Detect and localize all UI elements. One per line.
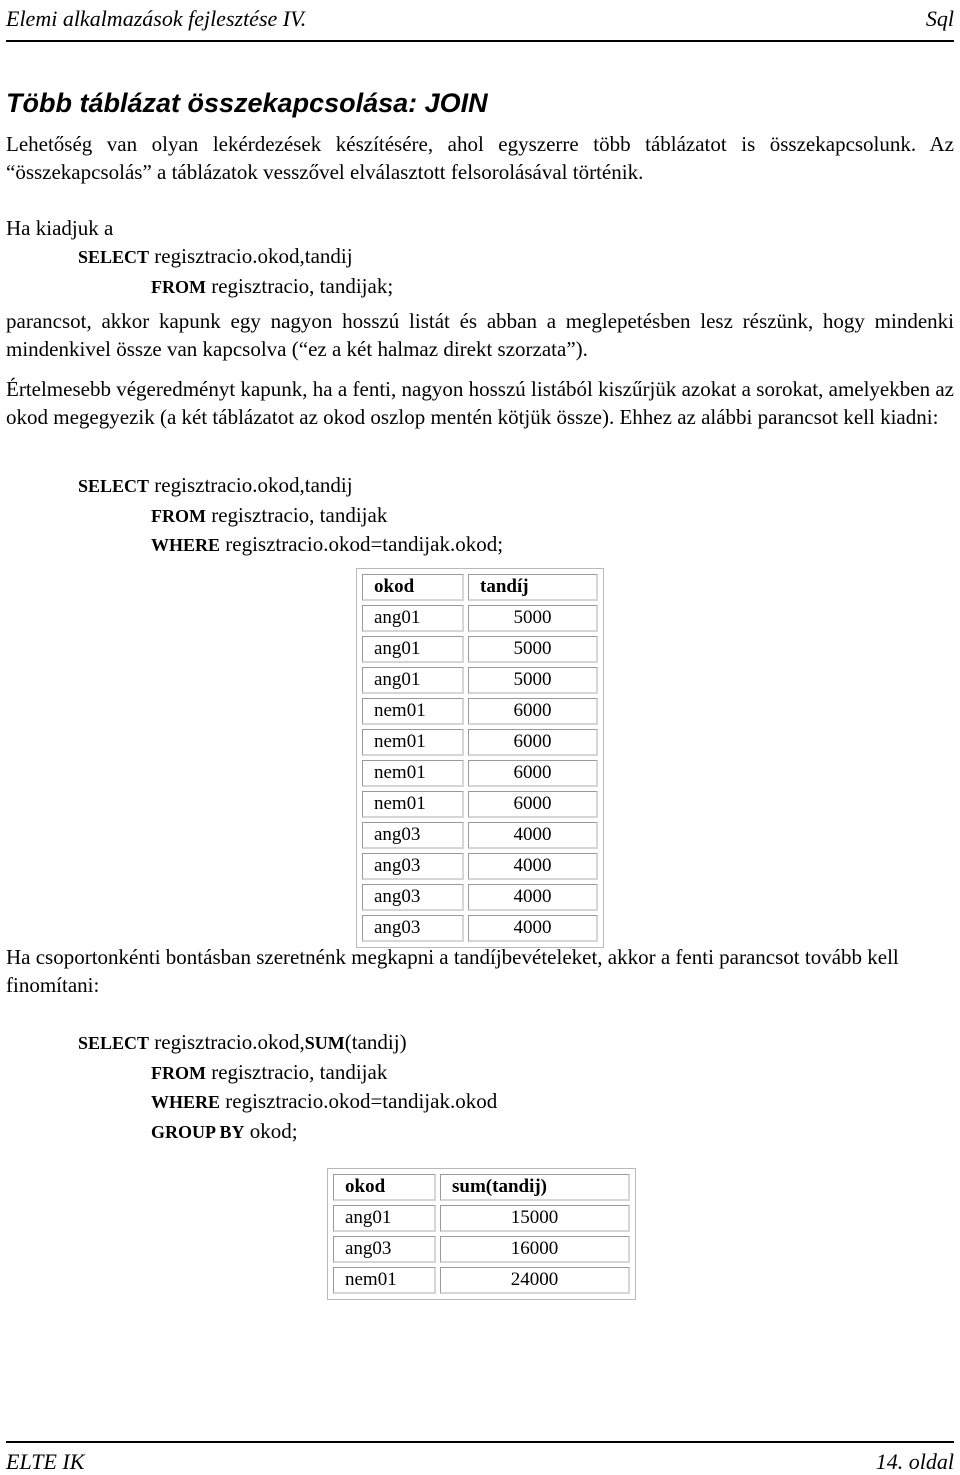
keyword-from: FROM: [151, 505, 206, 526]
paragraph-filter: Értelmesebb végeredményt kapunk, ha a fenti, nagyon hosszú listából kiszűrjük azokat a sorokat, amelyekben az okod megegyezik (a két táblázatot az okod oszlop mentén kötjük össze). Ehhez az alábbi parancsot kell kiadni:: [6, 377, 954, 429]
table-row: [333, 1236, 630, 1263]
footer-left-text: ELTE IK: [6, 1449, 85, 1474]
table-header-row: [362, 574, 598, 601]
table-row: [362, 667, 598, 694]
keyword-select: SELECT: [78, 247, 150, 267]
table-cell: 24000: [440, 1267, 630, 1294]
table-row: [362, 853, 598, 880]
table-row: [333, 1267, 630, 1294]
table-row: [333, 1205, 630, 1232]
table-cell: 4000: [468, 915, 598, 942]
table-cell: ang03: [362, 884, 464, 911]
table-cell: nem01: [362, 760, 464, 787]
keyword-where: WHERE: [151, 1092, 221, 1112]
table-cell: 6000: [468, 760, 598, 787]
result-table-grouped: [327, 1168, 636, 1300]
table-cell: nem01: [362, 698, 464, 725]
table-cell: 4000: [468, 822, 598, 849]
table-cell: ang03: [333, 1236, 436, 1263]
paragraph-cartesian: parancsot, akkor kapunk egy nagyon hosszú listát és abban a meglepetésben lesz részünk, hogy mindenki mindenkivel össze van kapcsolva (“ez a két halmaz direkt szorzata”).: [6, 309, 954, 361]
header-right-text: Sql: [925, 6, 954, 31]
table-row: [362, 605, 598, 632]
table-row: [362, 760, 598, 787]
table-row: [362, 822, 598, 849]
table-cell: 16000: [440, 1236, 630, 1263]
table-cell: 6000: [468, 698, 598, 725]
table-header-cell: okod: [333, 1174, 436, 1201]
table-row: [362, 698, 598, 725]
query-text: okod;: [244, 1118, 298, 1143]
table-cell: nem01: [362, 729, 464, 756]
query-3: [78, 1028, 497, 1146]
table-cell: nem01: [333, 1267, 436, 1294]
keyword-sum: SUM: [304, 1033, 345, 1053]
query-1: [78, 242, 393, 301]
query-text: regisztracio.okod=tandijak.okod;: [220, 532, 504, 556]
query-text: regisztracio.okod,: [149, 1030, 305, 1054]
keyword-select: SELECT: [78, 476, 150, 496]
keyword-where: WHERE: [151, 535, 221, 555]
page-footer: [6, 1441, 954, 1473]
keyword-from: FROM: [151, 1062, 206, 1083]
table-cell: ang01: [362, 605, 464, 632]
paragraph-grouping: Ha csoportonkénti bontásban szeretnénk megkapni a tandíjbevételeket, akkor a fenti parancsot tovább kell finomítani:: [6, 945, 899, 997]
table-header-row: [333, 1174, 630, 1201]
keyword-group-by: GROUP BY: [151, 1121, 245, 1142]
table-cell: 5000: [468, 636, 598, 663]
page-header: [6, 0, 954, 42]
query-text: regisztracio, tandijak;: [205, 273, 394, 298]
keyword-from: FROM: [151, 276, 206, 297]
query-text: regisztracio.okod,tandij: [149, 244, 353, 268]
footer-page-number: 14. oldal: [875, 1449, 954, 1474]
table-cell: ang01: [362, 667, 464, 694]
table-cell: 15000: [440, 1205, 630, 1232]
header-left-text: Elemi alkalmazások fejlesztése IV.: [6, 6, 307, 31]
query-text: regisztracio, tandijak: [205, 1059, 388, 1084]
table-row: [362, 636, 598, 663]
query-text: regisztracio, tandijak: [205, 502, 388, 527]
table-cell: ang01: [362, 636, 464, 663]
table-cell: 4000: [468, 884, 598, 911]
paragraph-lead-in: Ha kiadjuk a: [6, 216, 114, 240]
query-text: regisztracio.okod,tandij: [149, 473, 353, 497]
keyword-select: SELECT: [78, 1033, 150, 1053]
table-header-cell: okod: [362, 574, 464, 601]
table-cell: ang01: [333, 1205, 436, 1232]
table-row: [362, 915, 598, 942]
table-cell: 5000: [468, 667, 598, 694]
table-cell: ang03: [362, 853, 464, 880]
query-2: [78, 471, 503, 560]
table-cell: 6000: [468, 791, 598, 818]
table-row: [362, 791, 598, 818]
table-header-cell: sum(tandij): [440, 1174, 630, 1201]
table-cell: ang03: [362, 822, 464, 849]
query-text: regisztracio.okod=tandijak.okod: [220, 1089, 498, 1113]
table-row: [362, 729, 598, 756]
section-title: Több táblázat összekapcsolása: JOIN: [6, 88, 488, 118]
table-header-cell: tandíj: [468, 574, 598, 601]
table-cell: 6000: [468, 729, 598, 756]
query-text: (tandij): [344, 1030, 407, 1054]
table-cell: 4000: [468, 853, 598, 880]
table-cell: nem01: [362, 791, 464, 818]
table-cell: ang03: [362, 915, 464, 942]
table-row: [362, 884, 598, 911]
paragraph-intro: Lehetőség van olyan lekérdezések készítésére, ahol egyszerre több táblázatot is összekapcsolunk. Az “összekapcsolás” a táblázatok vesszővel elválasztott felsorolásával történik.: [6, 132, 954, 184]
table-cell: 5000: [468, 605, 598, 632]
result-table-join: [356, 568, 604, 948]
